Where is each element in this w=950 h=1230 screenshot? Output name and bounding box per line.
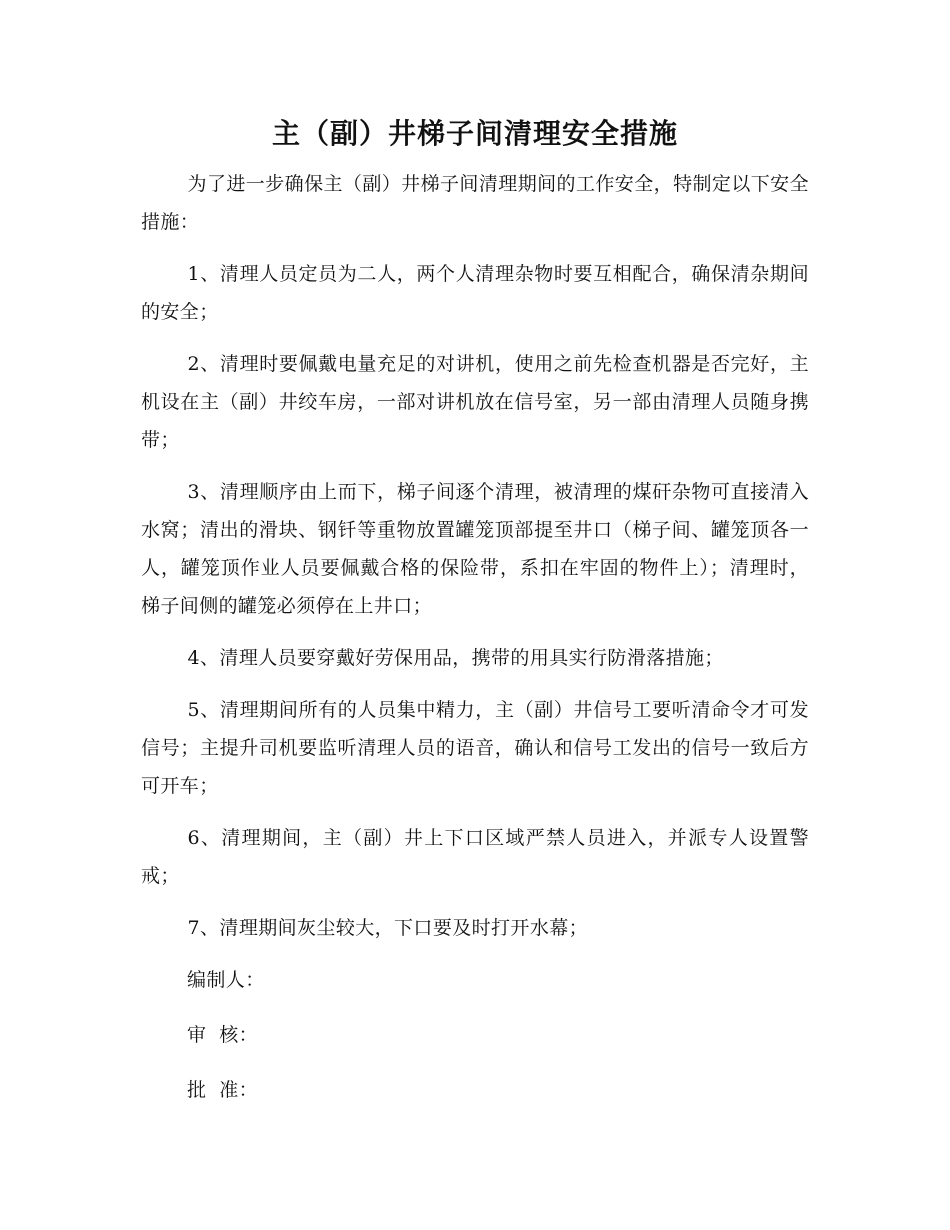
- signature-reviewer: [141, 1016, 809, 1071]
- document-title: 主（副）井梯子间清理安全措施: [271, 117, 678, 150]
- document-body: [141, 165, 809, 1111]
- measure-item-4: 4、清理人员要穿戴好劳保用品，携带的用具实行防滑落措施；: [187, 647, 724, 669]
- measure-item-3: 3、清理顺序由上而下，梯子间逐个清理，被清理的煤矸杂物可直接清入水窝；清出的滑块、钢钎等重物放置罐笼顶部提至井口（梯子间、罐笼顶各一人，罐笼顶作业人员要佩戴合格的保险带，系扣在牢固的物件上）；清理时，梯子间侧的罐笼必须停在上井口；: [141, 481, 809, 617]
- intro-paragraph: 为了进一步确保主（副）井梯子间清理期间的工作安全，特制定以下安全措施：: [141, 173, 809, 233]
- measure-item-5: 5、清理期间所有的人员集中精力，主（副）井信号工要听清命令才可发信号；主提升司机要监听清理人员的语音，确认和信号工发出的信号一致后方可开车；: [141, 699, 809, 797]
- signature-approver: [141, 1071, 809, 1111]
- signature-reviewer-label: 审 核：: [187, 1024, 259, 1046]
- signature-approver-label: 批 准：: [187, 1079, 259, 1101]
- measure-item-2: 2、清理时要佩戴电量充足的对讲机，使用之前先检查机器是否完好，主机设在主（副）井绞车房，一部对讲机放在信号室，另一部由清理人员随身携带；: [141, 353, 809, 451]
- measure-item-7: 7、清理期间灰尘较大，下口要及时打开水幕；: [187, 917, 589, 939]
- signature-editor: 编制人：: [187, 969, 265, 991]
- measure-item-1: 1、清理人员定员为二人，两个人清理杂物时要互相配合，确保清杂期间的安全；: [141, 263, 809, 323]
- measure-item-6: 6、清理期间，主（副）井上下口区域严禁人员进入，并派专人设置警戒；: [141, 827, 809, 887]
